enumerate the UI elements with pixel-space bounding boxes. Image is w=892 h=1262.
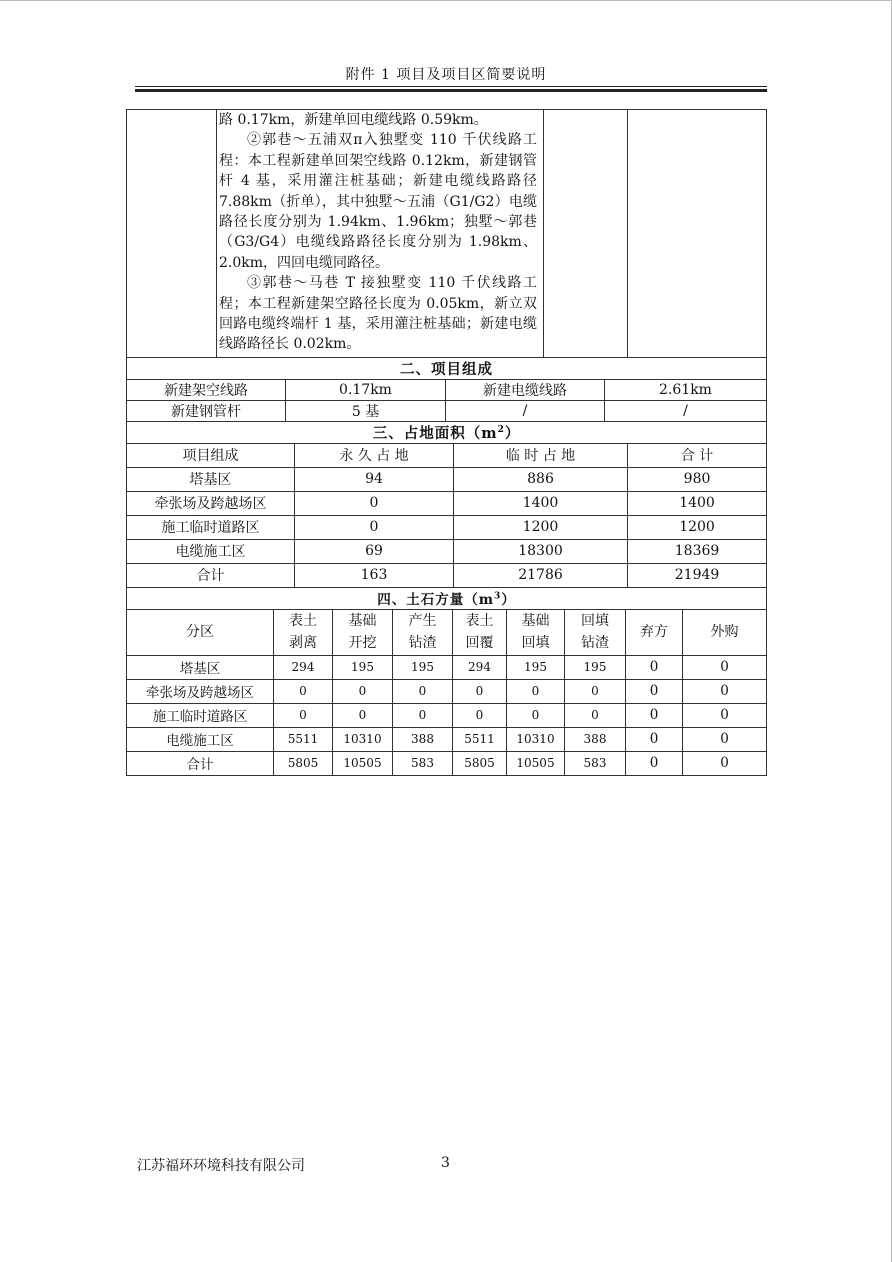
earthwork-row: [127, 751, 767, 775]
land-header-cell: 合 计: [628, 443, 767, 467]
earthwork-header-row: [127, 609, 767, 655]
earthwork-cell: 0: [565, 679, 626, 703]
composition-value: /: [605, 400, 767, 421]
land-header-cell: 临 时 占 地: [454, 443, 628, 467]
earthwork-cell: 10505: [333, 751, 393, 775]
header-rule-thin: [135, 86, 767, 87]
earthwork-cell: 0: [626, 703, 683, 727]
earthwork-cell: 195: [507, 655, 565, 679]
page-top-border: [0, 0, 892, 1]
land-row: [127, 515, 767, 539]
earthwork-cell: 195: [565, 655, 626, 679]
earthwork-zone: 电缆施工区: [127, 727, 274, 751]
earthwork-cell: 0: [683, 655, 767, 679]
earthwork-header-cell: 基础 开挖: [333, 609, 393, 655]
earthwork-zone: 牵张场及跨越场区: [127, 679, 274, 703]
earthwork-cell: 5511: [453, 727, 507, 751]
land-cell: 69: [295, 539, 454, 563]
composition-label: 新建钢管杆: [127, 400, 286, 421]
land-cell: 18300: [454, 539, 628, 563]
composition-label: /: [446, 400, 605, 421]
land-cell: 886: [454, 467, 628, 491]
intro-table: [126, 109, 767, 358]
earthwork-cell: 0: [333, 679, 393, 703]
page-header-title: 附件 1 项目及项目区简要说明: [345, 67, 547, 83]
land-cell: 塔基区: [127, 467, 295, 491]
intro-description: [217, 110, 544, 358]
composition-value: 2.61km: [605, 379, 767, 400]
land-area-table: [126, 421, 767, 588]
earthwork-cell: 0: [683, 751, 767, 775]
land-cell: 电缆施工区: [127, 539, 295, 563]
earthwork-cell: 0: [453, 679, 507, 703]
land-cell: 21786: [454, 563, 628, 587]
earthwork-cell: 0: [393, 703, 453, 727]
intro-empty-cell-mid: [544, 110, 628, 358]
composition-label: 新建电缆线路: [446, 379, 605, 400]
document-table: [126, 109, 766, 776]
earthwork-header-cell: 表土 回覆: [453, 609, 507, 655]
land-cell: 牵张场及跨越场区: [127, 491, 295, 515]
earthwork-cell: 0: [683, 703, 767, 727]
composition-label: 新建架空线路: [127, 379, 286, 400]
earthwork-cell: 0: [683, 727, 767, 751]
land-cell: 980: [628, 467, 767, 491]
earthwork-cell: 0: [453, 703, 507, 727]
land-cell: 1400: [454, 491, 628, 515]
footer-company-name: 江苏福环环境科技有限公司: [137, 1158, 305, 1174]
intro-empty-cell-right: [628, 110, 767, 358]
land-cell: 163: [295, 563, 454, 587]
earthwork-cell: 0: [626, 751, 683, 775]
land-cell: 合计: [127, 563, 295, 587]
land-row: [127, 563, 767, 587]
earthwork-cell: 195: [393, 655, 453, 679]
land-row: [127, 467, 767, 491]
earthwork-header-cell: 基础 回填: [507, 609, 565, 655]
earthwork-row: [127, 655, 767, 679]
earthwork-header-cell: 表土 剥离: [274, 609, 333, 655]
land-cell: 18369: [628, 539, 767, 563]
earthwork-header-cell: 分区: [127, 609, 274, 655]
earthwork-cell: 0: [626, 655, 683, 679]
land-cell: 1400: [628, 491, 767, 515]
earthwork-cell: 0: [274, 679, 333, 703]
earthwork-cell: 583: [565, 751, 626, 775]
land-cell: 1200: [628, 515, 767, 539]
earthwork-cell: 10310: [507, 727, 565, 751]
earthwork-cell: 388: [393, 727, 453, 751]
composition-value: 0.17km: [286, 379, 446, 400]
earthwork-zone: 塔基区: [127, 655, 274, 679]
earthwork-cell: 0: [333, 703, 393, 727]
composition-section-title: 二、项目组成: [127, 357, 767, 379]
land-cell: 0: [295, 515, 454, 539]
land-cell: 94: [295, 467, 454, 491]
earthwork-cell: 0: [507, 679, 565, 703]
earthwork-cell: 0: [507, 703, 565, 727]
land-header-cell: 项目组成: [127, 443, 295, 467]
earthwork-cell: 0: [565, 703, 626, 727]
land-cell: 施工临时道路区: [127, 515, 295, 539]
earthwork-table: [126, 587, 767, 776]
earthwork-cell: 0: [626, 727, 683, 751]
composition-value: 5 基: [286, 400, 446, 421]
earthwork-cell: 5511: [274, 727, 333, 751]
earthwork-cell: 388: [565, 727, 626, 751]
earthwork-header-cell: 外购: [683, 609, 767, 655]
land-cell: 1200: [454, 515, 628, 539]
earthwork-cell: 195: [333, 655, 393, 679]
land-header-cell: 永 久 占 地: [295, 443, 454, 467]
earthwork-row: [127, 727, 767, 751]
land-cell: 21949: [628, 563, 767, 587]
earthwork-row: [127, 703, 767, 727]
earthwork-header-cell: 产生 钻渣: [393, 609, 453, 655]
header-rule-thick: [135, 89, 767, 92]
land-section-title: 三、占地面积$(m^2)$: [127, 421, 767, 443]
composition-row: [127, 379, 767, 400]
earthwork-row: [127, 679, 767, 703]
land-cell: 0: [295, 491, 454, 515]
earthwork-header-cell: 弃方: [626, 609, 683, 655]
composition-row: [127, 400, 767, 421]
earthwork-header-cell: 回填 钻渣: [565, 609, 626, 655]
earthwork-cell: 0: [393, 679, 453, 703]
earthwork-cell: 583: [393, 751, 453, 775]
earthwork-cell: 0: [683, 679, 767, 703]
intro-item-2: ②郭巷～五浦双π入独墅变 110 千伏线路工程：本工程新建单回架空线路 0.12km，新建钢管杆 4 基，采用灌注桩基础；新建电缆线路路径 7.88km（折单），其中独墅～五浦（G1/G2）电缆路径长度分别为 1.94km、1.96km；独墅～郭巷（G3/G4）电缆线路路径长度分别为 1.98km、2.0km，四回电缆同路径。: [219, 132, 537, 271]
intro-item-3: ③郭巷～马巷 T 接独墅变 110 千伏线路工程；本工程新建架空路径长度为 0.05km，新立双回路电缆终端杆 1 基，采用灌注桩基础；新建电缆线路路径长 0.02km。: [219, 275, 537, 353]
earthwork-zone: 合计: [127, 751, 274, 775]
earthwork-cell: 5805: [274, 751, 333, 775]
earthwork-zone: 施工临时道路区: [127, 703, 274, 727]
land-header-row: [127, 443, 767, 467]
footer-page-number: 3: [441, 1155, 450, 1171]
earthwork-cell: 0: [626, 679, 683, 703]
land-row: [127, 539, 767, 563]
earthwork-cell: 294: [453, 655, 507, 679]
earthwork-cell: 294: [274, 655, 333, 679]
earthwork-cell: 5805: [453, 751, 507, 775]
composition-table: [126, 357, 767, 422]
earthwork-cell: 0: [274, 703, 333, 727]
land-row: [127, 491, 767, 515]
earthwork-section-title: 四、土石方量$(m^3)$: [127, 587, 767, 609]
earthwork-cell: 10505: [507, 751, 565, 775]
earthwork-cell: 10310: [333, 727, 393, 751]
intro-line-continued: 路 0.17km，新建单回电缆线路 0.59km。: [219, 112, 488, 128]
intro-empty-cell-left: [127, 110, 217, 358]
